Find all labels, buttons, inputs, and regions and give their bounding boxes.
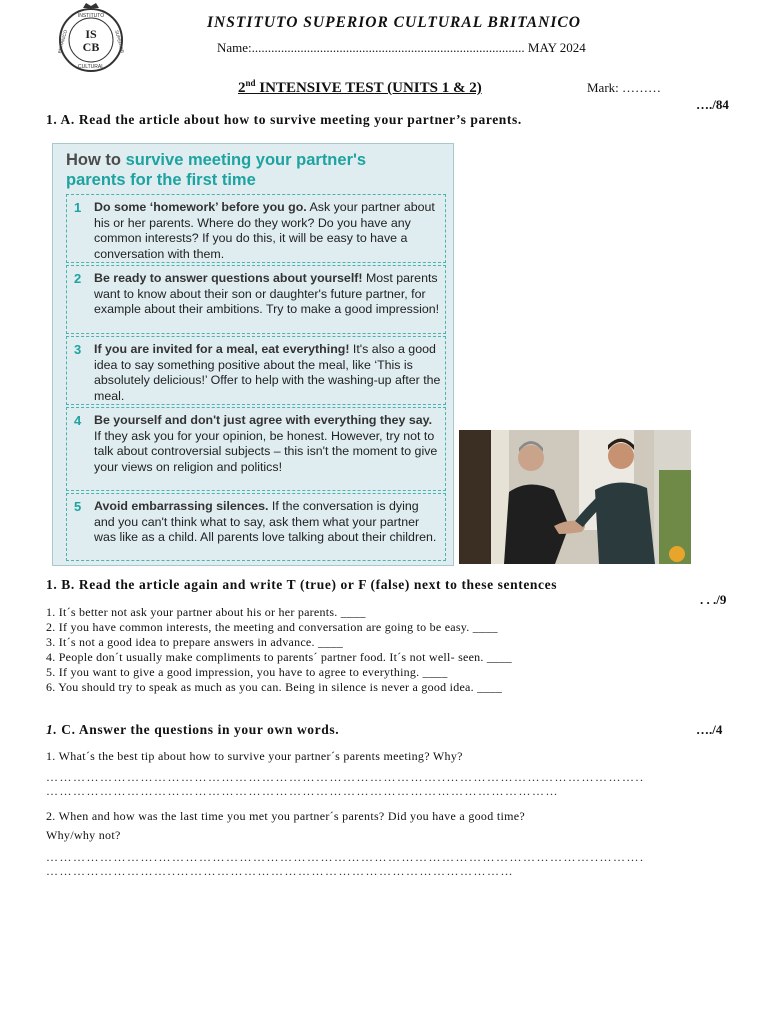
true-false-sentence: 3. It´s not a good idea to prepare answers in advance. ____ [46, 635, 343, 649]
article-tip: 4 Be yourself and don't just agree with everything they say. If they ask you for your opinion, be honest. However, try not to talk about controversial subjects – this isn't the moment to give your views on religion and politics! [66, 407, 446, 491]
student-name-field: Name:.................................................................................... MAY 2024 [217, 40, 586, 55]
school-logo [50, 2, 132, 74]
article-tip: 2 Be ready to answer questions about yourself! Most parents want to know about their son or daughter's future partner, for example about their ambitions. Try to make a good impression! [66, 265, 446, 334]
mark-field: Mark: ……… [587, 80, 662, 95]
article-tip: 5 Avoid embarrassing silences. If the conversation is dying and you can't think what to say, ask them what your partner was like as a child. All parents love talking about their children. [66, 493, 446, 561]
section-a-heading: 1. A. Read the article about how to survive meeting your partner’s parents. [46, 112, 522, 127]
article-box [52, 143, 454, 566]
svg-text:CB: CB [82, 40, 100, 54]
true-false-sentence: 1. It´s better not ask your partner about his or her parents. ____ [46, 605, 366, 619]
section-c-score: …./4 [696, 722, 723, 737]
true-false-sentence: 4. People don´t usually make compliments to parents´ partner food. It´s not well- seen. ____ [46, 650, 512, 664]
svg-text:INSTITUTO: INSTITUTO [77, 13, 105, 19]
svg-text:BRITANICO: BRITANICO [57, 29, 69, 54]
true-false-sentence: 2. If you have common interests, the meeting and conversation are going to be easy. ____ [46, 620, 498, 634]
true-false-sentence: 6. You should try to speak as much as you can. Being in silence is never a good idea. ____ [46, 680, 503, 694]
true-false-sentence: 5. If you want to give a good impression, you have to agree to everything. ____ [46, 665, 448, 679]
answer-line: ………………………..………………………………………………………………… [46, 864, 514, 878]
section-b-heading: 1. B. Read the article again and write T (true) or F (false) next to these sentences [46, 577, 558, 592]
svg-text:CULTURAL: CULTURAL [77, 64, 105, 70]
section-b-score: . . ./9 [700, 592, 727, 607]
school-name: INSTITUTO SUPERIOR CULTURAL BRITANICO [207, 14, 581, 31]
total-score: …./84 [696, 97, 729, 112]
article-tip: 3 If you are invited for a meal, eat everything! It's also a good idea to say something positive about the meal, like ‘This is absolutely delicious!’ Offer to help with the washing-up after the meal. [66, 336, 446, 405]
answer-line: …………………………………………………………………………………………………… [46, 784, 559, 798]
section-c-heading: 1. C. Answer the questions in your own words. [46, 722, 340, 737]
test-title: 2nd INTENSIVE TEST (UNITS 1 & 2) [238, 78, 482, 96]
question-2-continued: Why/why not? [46, 828, 121, 842]
article-title: How to survive meeting your partner's parents for the first time [66, 151, 367, 189]
answer-line: …………………….……………………………………………………………………………………..………. [46, 850, 645, 864]
question-2: 2. When and how was the last time you met you partner´s parents? Did you have a good time? [46, 809, 525, 823]
svg-text:IS: IS [85, 27, 97, 41]
handshake-photo [459, 430, 691, 564]
article-tip: 1 Do some ‘homework’ before you go. Ask your partner about his or her parents. Where do they work? Do you have any common interests? If you do this, it will be easy to have a conversation with them. [66, 194, 446, 263]
question-1: 1. What´s the best tip about how to survive your partner´s parents meeting? Why? [46, 749, 463, 763]
svg-text:SUPERIOR: SUPERIOR [113, 29, 125, 54]
answer-line: ……………………………………………………………………………..…………………………………….. [46, 770, 645, 784]
